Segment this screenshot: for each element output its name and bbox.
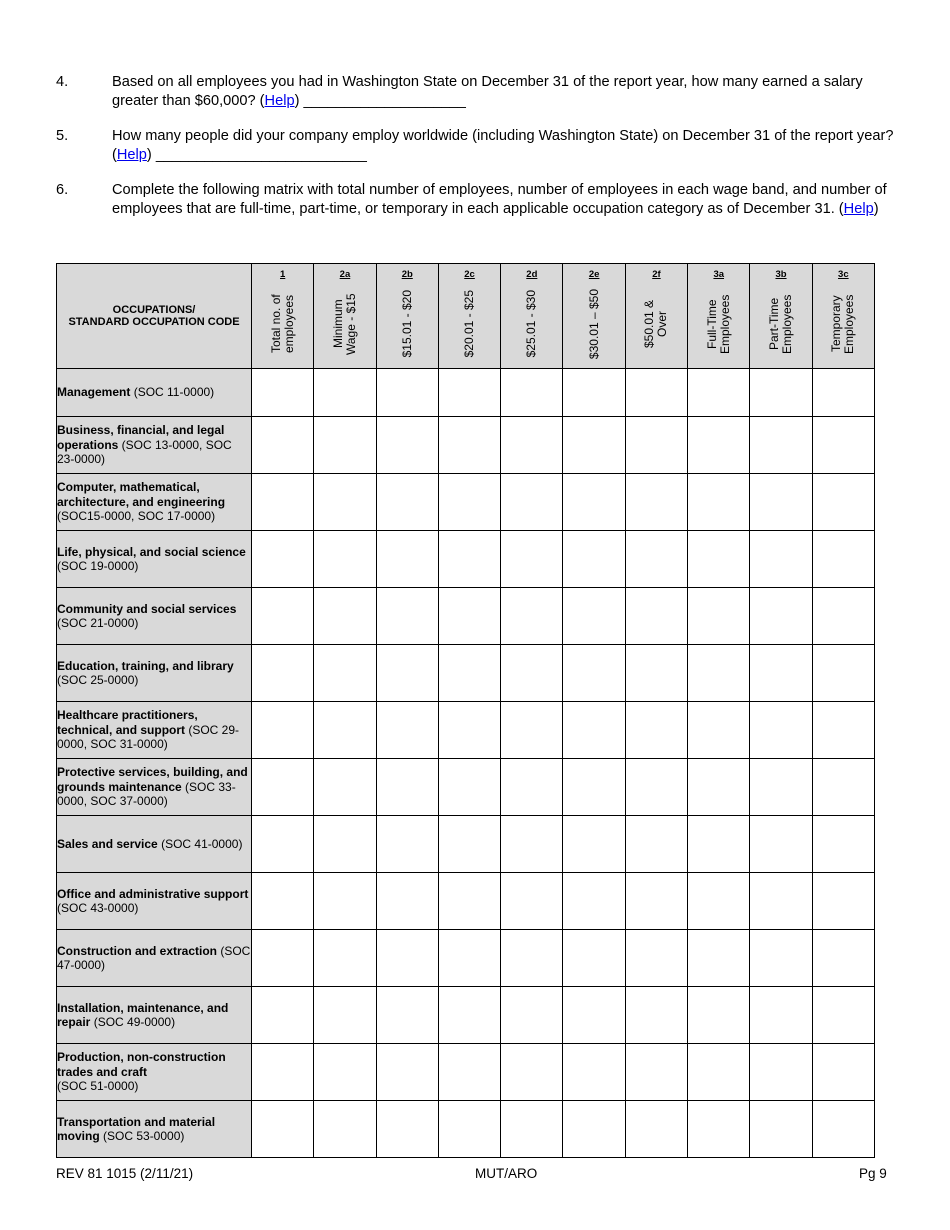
entry-cell[interactable]: [438, 1101, 500, 1158]
entry-cell[interactable]: [376, 645, 438, 702]
table-row: [57, 531, 875, 588]
entry-cell[interactable]: [750, 1101, 812, 1158]
column-label: Minimum Wage - $15: [330, 293, 358, 355]
entry-cell[interactable]: [252, 759, 314, 816]
occupation-soc-code: (SOC 41-0000): [157, 836, 243, 851]
entry-cell[interactable]: [314, 474, 376, 531]
entry-cell[interactable]: [252, 645, 314, 702]
table-row: [57, 1101, 875, 1158]
entry-cell[interactable]: [812, 417, 874, 474]
entry-cell[interactable]: [625, 474, 687, 531]
occupation-soc-code: (SOC 53-0000): [99, 1129, 185, 1143]
column-header: [625, 264, 687, 369]
entry-cell[interactable]: [812, 531, 874, 588]
column-header: [501, 264, 563, 369]
entry-cell[interactable]: [314, 759, 376, 816]
entry-cell[interactable]: [438, 987, 500, 1044]
occupation-name: Transportation and material moving: [57, 1114, 216, 1143]
footer-center: MUT/ARO: [475, 1166, 538, 1181]
entry-cell[interactable]: [501, 1101, 563, 1158]
occupation-label: [57, 645, 252, 702]
occupation-name: Production, non-construction trades and craft: [57, 1050, 226, 1079]
entry-cell[interactable]: [563, 369, 625, 417]
entry-cell[interactable]: [563, 759, 625, 816]
entry-cell[interactable]: [812, 702, 874, 759]
entry-cell[interactable]: [812, 930, 874, 987]
entry-cell[interactable]: [563, 702, 625, 759]
entry-cell[interactable]: [438, 474, 500, 531]
question-text: How many people did your company employ worldwide (including Washington State) on December 31 of the report year? (Help) __________________________: [112, 128, 894, 163]
entry-cell[interactable]: [376, 930, 438, 987]
occupation-soc-code: (SOC 49-0000): [90, 1015, 176, 1029]
occupation-label: [57, 1101, 252, 1158]
entry-cell[interactable]: [750, 645, 812, 702]
entry-cell[interactable]: [376, 816, 438, 873]
entry-cell[interactable]: [625, 645, 687, 702]
entry-cell[interactable]: [688, 474, 750, 531]
entry-cell[interactable]: [501, 369, 563, 417]
entry-cell[interactable]: [314, 702, 376, 759]
entry-cell[interactable]: [812, 987, 874, 1044]
question-number: 4.: [56, 74, 69, 90]
entry-cell[interactable]: [750, 1044, 812, 1101]
entry-cell[interactable]: [314, 645, 376, 702]
entry-cell[interactable]: [314, 987, 376, 1044]
table-row: [57, 1044, 875, 1101]
entry-cell[interactable]: [688, 1101, 750, 1158]
entry-cell[interactable]: [750, 417, 812, 474]
column-label: $50.01 & Over: [642, 299, 670, 349]
entry-cell[interactable]: [812, 369, 874, 417]
column-label: Total no. of employees: [268, 294, 296, 354]
column-header: [252, 264, 314, 369]
entry-cell[interactable]: [812, 588, 874, 645]
occupation-label: [57, 474, 252, 531]
entry-cell[interactable]: [688, 759, 750, 816]
occupation-soc-code: (SOC 51-0000): [57, 1079, 139, 1094]
occupation-label: [57, 930, 252, 987]
entry-cell[interactable]: [625, 816, 687, 873]
help-link[interactable]: Help: [264, 92, 295, 109]
entry-cell[interactable]: [750, 816, 812, 873]
entry-cell[interactable]: [812, 1044, 874, 1101]
entry-cell[interactable]: [625, 702, 687, 759]
column-number: 2c: [464, 269, 475, 280]
occupation-label: [57, 987, 252, 1044]
entry-cell[interactable]: [688, 531, 750, 588]
entry-cell[interactable]: [501, 531, 563, 588]
entry-cell[interactable]: [812, 645, 874, 702]
column-number: 2b: [401, 269, 413, 280]
table-row: [57, 873, 875, 930]
entry-cell[interactable]: [625, 1101, 687, 1158]
occupation-name: Life, physical, and social science: [57, 544, 246, 559]
column-number: 2e: [588, 269, 600, 280]
entry-cell[interactable]: [688, 930, 750, 987]
column-header: [438, 264, 500, 369]
question-number: 6.: [56, 182, 69, 198]
entry-cell[interactable]: [501, 645, 563, 702]
entry-cell[interactable]: [750, 702, 812, 759]
entry-cell[interactable]: [314, 417, 376, 474]
entry-cell[interactable]: [501, 474, 563, 531]
entry-cell[interactable]: [438, 588, 500, 645]
entry-cell[interactable]: [252, 702, 314, 759]
answer-blank[interactable]: ____________________: [299, 92, 466, 109]
entry-cell[interactable]: [688, 645, 750, 702]
occupation-name: Construction and extraction: [57, 943, 218, 958]
entry-cell[interactable]: [438, 930, 500, 987]
entry-cell[interactable]: [688, 987, 750, 1044]
entry-cell[interactable]: [376, 588, 438, 645]
occupation-name: Management: [57, 385, 131, 400]
entry-cell[interactable]: [376, 987, 438, 1044]
entry-cell[interactable]: [438, 759, 500, 816]
occupation-name: Community and social services: [57, 601, 237, 616]
footer-form-id: REV 81 1015 (2/11/21): [56, 1166, 194, 1181]
column-number: 2a: [339, 269, 351, 280]
occupation-soc-code: (SOC15-0000, SOC 17-0000): [57, 509, 216, 524]
question-5: [56, 127, 906, 164]
column-header: [688, 264, 750, 369]
entry-cell[interactable]: [501, 816, 563, 873]
entry-cell[interactable]: [563, 1044, 625, 1101]
entry-cell[interactable]: [314, 930, 376, 987]
column-header: [376, 264, 438, 369]
occupation-label: [57, 588, 252, 645]
entry-cell[interactable]: [252, 474, 314, 531]
entry-cell[interactable]: [438, 531, 500, 588]
occupation-name: Installation, maintenance, and repair: [57, 1000, 229, 1029]
table-row: [57, 759, 875, 816]
entry-cell[interactable]: [314, 1044, 376, 1101]
occupation-label: [57, 759, 252, 816]
entry-cell[interactable]: [252, 531, 314, 588]
entry-cell[interactable]: [625, 531, 687, 588]
question-6: [56, 181, 906, 218]
entry-cell[interactable]: [252, 1044, 314, 1101]
table-row: [57, 702, 875, 759]
entry-cell[interactable]: [750, 588, 812, 645]
entry-cell[interactable]: [314, 1101, 376, 1158]
table-row: [57, 930, 875, 987]
occupation-label: [57, 1044, 252, 1101]
entry-cell[interactable]: [563, 474, 625, 531]
entry-cell[interactable]: [501, 759, 563, 816]
question-text: Based on all employees you had in Washington State on December 31 of the report year, how many earned a salary greater than $60,000? (Help) ____________________: [112, 74, 863, 109]
entry-cell[interactable]: [812, 873, 874, 930]
entry-cell[interactable]: [563, 930, 625, 987]
occupation-label: [57, 369, 252, 417]
table-row: [57, 645, 875, 702]
entry-cell[interactable]: [314, 816, 376, 873]
occupation-name: Business, financial, and legal operations: [57, 423, 225, 452]
entry-cell[interactable]: [812, 1101, 874, 1158]
occupation-name: Education, training, and library: [57, 658, 234, 673]
entry-cell[interactable]: [376, 1044, 438, 1101]
entry-cell[interactable]: [501, 1044, 563, 1101]
entry-cell[interactable]: [438, 417, 500, 474]
occupation-soc-code: (SOC 33-0000, SOC 37-0000): [57, 779, 236, 809]
entry-cell[interactable]: [314, 873, 376, 930]
entry-cell[interactable]: [438, 1044, 500, 1101]
entry-cell[interactable]: [314, 531, 376, 588]
entry-cell[interactable]: [501, 873, 563, 930]
entry-cell[interactable]: [750, 474, 812, 531]
occupation-soc-code: (SOC 43-0000): [57, 901, 139, 915]
matrix-header-row: [57, 264, 875, 369]
occupation-soc-code: (SOC 21-0000): [57, 616, 139, 630]
entry-cell[interactable]: [376, 417, 438, 474]
occupation-matrix: [56, 263, 875, 1158]
entry-cell[interactable]: [376, 702, 438, 759]
entry-cell[interactable]: [688, 1044, 750, 1101]
occupation-label: [57, 873, 252, 930]
entry-cell[interactable]: [750, 930, 812, 987]
entry-cell[interactable]: [438, 645, 500, 702]
entry-cell[interactable]: [625, 417, 687, 474]
entry-cell[interactable]: [376, 1101, 438, 1158]
question-number: 5.: [56, 128, 69, 144]
entry-cell[interactable]: [563, 588, 625, 645]
occupation-soc-code: (SOC 19-0000): [57, 559, 139, 573]
occupation-label: [57, 417, 252, 474]
occupation-soc-code: (SOC 47-0000): [57, 943, 251, 972]
entry-cell[interactable]: [750, 369, 812, 417]
entry-cell[interactable]: [625, 1044, 687, 1101]
occupations-header: OCCUPATIONS/ STANDARD OCCUPATION CODE: [57, 264, 252, 369]
column-label: Temporary Employees: [829, 294, 857, 354]
entry-cell[interactable]: [252, 1101, 314, 1158]
column-number: 2d: [526, 269, 538, 280]
answer-blank[interactable]: __________________________: [151, 146, 367, 163]
entry-cell[interactable]: [314, 588, 376, 645]
entry-cell[interactable]: [563, 816, 625, 873]
entry-cell[interactable]: [750, 759, 812, 816]
entry-cell[interactable]: [501, 987, 563, 1044]
entry-cell[interactable]: [812, 759, 874, 816]
entry-cell[interactable]: [438, 369, 500, 417]
entry-cell[interactable]: [252, 369, 314, 417]
occupation-name: Office and administrative support: [57, 886, 249, 901]
entry-cell[interactable]: [252, 930, 314, 987]
entry-cell[interactable]: [438, 702, 500, 759]
question-text: Complete the following matrix with total number of employees, number of employees in each wage band, and number of employees that are full-time, part-time, or temporary in each applicable occupation category as of December 31. (Help): [112, 182, 887, 217]
table-row: [57, 369, 875, 417]
entry-cell[interactable]: [376, 474, 438, 531]
entry-cell[interactable]: [501, 588, 563, 645]
entry-cell[interactable]: [252, 816, 314, 873]
column-label: $30.01 – $50: [586, 288, 601, 360]
entry-cell[interactable]: [625, 987, 687, 1044]
entry-cell[interactable]: [625, 873, 687, 930]
column-number: 3c: [838, 269, 849, 280]
occupation-label: [57, 531, 252, 588]
entry-cell[interactable]: [501, 930, 563, 987]
entry-cell[interactable]: [252, 987, 314, 1044]
occupation-soc-code: (SOC 13-0000, SOC 23-0000): [57, 437, 232, 467]
entry-cell[interactable]: [563, 531, 625, 588]
column-number: 3a: [713, 269, 725, 280]
column-header: [750, 264, 812, 369]
entry-cell[interactable]: [625, 369, 687, 417]
entry-cell[interactable]: [438, 873, 500, 930]
table-row: [57, 417, 875, 474]
occupation-label: [57, 816, 252, 873]
column-label: $25.01 - $30: [524, 290, 539, 358]
matrix-body: [57, 369, 875, 1158]
occupation-soc-code: (SOC 11-0000): [130, 385, 215, 400]
occupation-label: [57, 702, 252, 759]
entry-cell[interactable]: [750, 987, 812, 1044]
entry-cell[interactable]: [750, 531, 812, 588]
entry-cell[interactable]: [563, 1101, 625, 1158]
column-header: [563, 264, 625, 369]
entry-cell[interactable]: [501, 417, 563, 474]
entry-cell[interactable]: [252, 417, 314, 474]
column-number: 2f: [652, 269, 661, 280]
entry-cell[interactable]: [563, 987, 625, 1044]
entry-cell[interactable]: [376, 873, 438, 930]
occupation-name: Sales and service: [57, 836, 158, 851]
column-label: $20.01 - $25: [462, 290, 477, 358]
entry-cell[interactable]: [812, 474, 874, 531]
help-link[interactable]: Help: [116, 146, 147, 163]
entry-cell[interactable]: [563, 645, 625, 702]
column-label: $15.01 - $20: [399, 290, 414, 358]
entry-cell[interactable]: [688, 702, 750, 759]
entry-cell[interactable]: [625, 588, 687, 645]
column-header: [314, 264, 376, 369]
column-number: 3b: [775, 269, 787, 280]
occupation-name: Computer, mathematical, architecture, and engineering: [57, 480, 226, 509]
entry-cell[interactable]: [501, 702, 563, 759]
entry-cell[interactable]: [563, 873, 625, 930]
entry-cell[interactable]: [688, 816, 750, 873]
entry-cell[interactable]: [376, 369, 438, 417]
entry-cell[interactable]: [252, 588, 314, 645]
entry-cell[interactable]: [376, 759, 438, 816]
occupation-name: Healthcare practitioners, technical, and support: [57, 708, 198, 737]
column-number: 1: [280, 269, 286, 280]
entry-cell[interactable]: [438, 816, 500, 873]
entry-cell[interactable]: [688, 417, 750, 474]
column-label: Full-Time Employees: [704, 294, 732, 354]
entry-cell[interactable]: [252, 873, 314, 930]
table-row: [57, 588, 875, 645]
column-header: [812, 264, 874, 369]
occupation-soc-code: (SOC 25-0000): [57, 673, 139, 687]
table-row: [57, 474, 875, 531]
column-label: Part-Time Employees: [767, 294, 795, 354]
entry-cell[interactable]: [688, 588, 750, 645]
entry-cell[interactable]: [688, 369, 750, 417]
entry-cell[interactable]: [625, 759, 687, 816]
entry-cell[interactable]: [688, 873, 750, 930]
entry-cell[interactable]: [750, 873, 812, 930]
table-row: [57, 816, 875, 873]
entry-cell[interactable]: [625, 930, 687, 987]
table-row: [57, 987, 875, 1044]
occupation-soc-code: (SOC 29-0000, SOC 31-0000): [57, 722, 240, 752]
entry-cell[interactable]: [563, 417, 625, 474]
help-link[interactable]: Help: [843, 200, 874, 217]
entry-cell[interactable]: [812, 816, 874, 873]
occupation-name: Protective services, building, and grounds maintenance: [57, 765, 248, 794]
entry-cell[interactable]: [376, 531, 438, 588]
footer-page-number: Pg 9: [859, 1166, 887, 1181]
question-4: [56, 73, 906, 110]
entry-cell[interactable]: [314, 369, 376, 417]
